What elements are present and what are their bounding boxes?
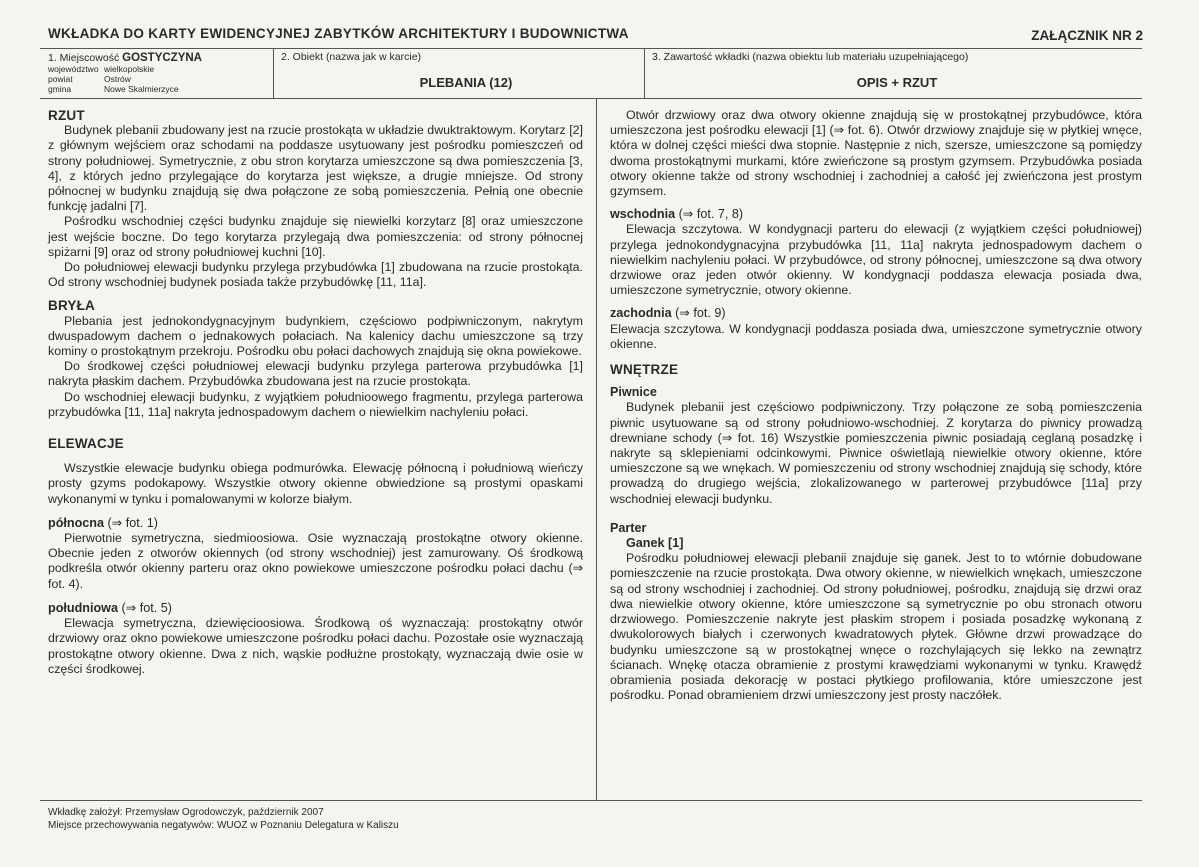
fields-bottom-rule bbox=[40, 98, 1142, 99]
right-column bbox=[610, 108, 1142, 703]
field-content bbox=[652, 52, 1142, 90]
subsection-ganek-title: Ganek [1] bbox=[626, 536, 684, 551]
object-label: 2. Obiekt (nazwa jak w karcie) bbox=[281, 51, 422, 63]
paragraph: Budynek plebanii zbudowany jest na rzucie prostokąta w układzie dwuktraktowym. Korytarz [2] z głównym wejściem oraz schodami na poddasze usytuowany jest pośrodku pomieszczeń od strony południowej. Symetrycznie, z obu stron korytarza umieszczone są dwa pomieszczenia [3, 4], z których jedno przylegające do korytarza jest większe, a drugie mniejsze. Od strony północnej w budynku znajdują się dwa połączone ze sobą pomieszczenia. Pełnią one obecnie funkcję jadalni [7]. bbox=[48, 123, 583, 214]
field-divider-1 bbox=[273, 48, 274, 98]
meta-row: województwo wielkopolskie bbox=[48, 64, 155, 74]
footer-rule bbox=[40, 800, 1142, 801]
section-wnetrze-title: WNĘTRZE bbox=[610, 362, 679, 378]
document-title: WKŁADKA DO KARTY EWIDENCYJNEJ ZABYTKÓW ARCHITEKTURY I BUDOWNICTWA bbox=[48, 26, 629, 41]
paragraph: Plebania jest jednokondygnacyjnym budynkiem, częściowo podpiwniczonym, nakrytym dwuspadowym dachem o jednakowych połaciach. Na kalenicy dachu umieszczone są trzy kominy o prostokątnym przekroju. Pośrodku obu połaci dachowych znajdują się okna powiekowe. bbox=[48, 313, 583, 359]
paragraph: Pierwotnie symetryczna, siedmioosiowa. Osie wyznaczają prostokątne otwory okienne. Obecnie jeden z otworów okiennych (od strony wschodniej) jest zamurowany. Oś środkową podkreśla otwór okienny parteru oraz okno powiekowe umieszczone pośrodku połaci dachu (⇒ fot. 4). bbox=[48, 531, 583, 591]
field-object bbox=[281, 52, 641, 90]
location-place: GOSTYCZYNA bbox=[122, 52, 202, 64]
subsection-piwnice-title: Piwnice bbox=[610, 385, 657, 400]
paragraph: Pośrodku wschodniej części budynku znajduje się niewielki korzytarz [8] oraz umieszczone jest wejście boczne. Do tego korytarza przylegają dwa pomieszczenia: od strony północnej spiżarni [9] oraz od strony południowej kuchni [10]. bbox=[48, 214, 583, 259]
left-column bbox=[48, 108, 583, 677]
field-location bbox=[48, 52, 270, 94]
section-rzut-title: RZUT bbox=[48, 108, 85, 123]
paragraph: Do południowej elewacji budynku przylega przybudówka [1] zbudowana na rzucie prostokąta. Od strony wschodniej budynek posiada także przybudówkę [11, 11a]. bbox=[48, 260, 583, 290]
paragraph: Do wschodniej elewacji budynku, z wyjątkiem południoowego fragmentu, przylega parterowa przybudówka [11, 11a] nakryta jednospadowym dachem o niewielkim nachyleniu połaci. bbox=[48, 389, 583, 419]
subsection-polnocna: północna (⇒ fot. 1) bbox=[48, 515, 158, 530]
paragraph: Elewacja symetryczna, dziewięcioosiowa. Środkową oś wyznaczają: prostokątny otwór drzwiowy oraz okno powiekowe umieszczone pośrodku połaci dachu. Pozostałe osie wyznaczają prostokątne otwory okienne. Dwa z nich, wąskie podłużne prostokąty, wyznaczają dwie osie w części środkowej. bbox=[48, 616, 583, 676]
content-label: 3. Zawartość wkładki (nazwa obiektu lub materiału uzupełniającego) bbox=[652, 51, 969, 63]
field-divider-2 bbox=[644, 48, 645, 98]
location-label: 1. Miejscowość bbox=[48, 52, 120, 64]
paragraph: Do środkowej części południowej elewacji budynku przylega parterowa przybudówka [1] nakryta płaskim dachem. Przybudówka zbudowana jest na rzucie prostokąta. bbox=[48, 359, 583, 389]
section-bryla-title: BRYŁA bbox=[48, 298, 95, 314]
content-value: OPIS + RZUT bbox=[856, 75, 938, 90]
object-value: PLEBANIA (12) bbox=[419, 75, 513, 90]
footer-storage: Miejsce przechowywania negatywów: WUOZ w Poznaniu Delegatura w Kaliszu bbox=[48, 819, 399, 831]
paragraph: Elewacja szczytowa. W kondygnacji poddasza posiada dwa, umieszczone symetrycznie otwory okienne. bbox=[610, 321, 1142, 351]
footer bbox=[48, 807, 399, 832]
subsection-wschodnia: wschodnia (⇒ fot. 7, 8) bbox=[610, 207, 744, 222]
meta-row: powiat Ostrów bbox=[48, 74, 131, 84]
subsection-parter-title: Parter bbox=[610, 520, 647, 535]
section-elewacje-title: ELEWACJE bbox=[48, 436, 124, 452]
paragraph: Wszystkie elewacje budynku obiega podmurówka. Elewację północną i południową wieńczy prosty gzyms podokapowy. Wszystkie otwory okienne obwiedzione są prostymi opaskami wykonanymi w tynku i pomalowanymi w kolorze białym. bbox=[48, 461, 583, 506]
paragraph: Otwór drzwiowy oraz dwa otwory okienne znajdują się w prostokątnej przybudówce, która umieszczona jest pośrodku elewacji [1] (⇒ fot. 6). Otwór drzwiowy znajduje się w płytkiej wnęce, która w dolnej części mieści dwa stopnie. Następnie z nich, szersze, umieszczone są pomiędzy dwoma prostokątnymi murkami, które zwieńczone są prostym gzymsem. Przybudówka posiada otwory okienne także od strony wschodniej i zachodniej a całość jej zwieńczona jest prostym gzymsem. bbox=[610, 108, 1142, 199]
paragraph: Budynek plebanii jest częściowo podpiwniczony. Trzy połączone ze sobą pomieszczenia piwnic usytuowane są od strony południowo-wschodniej. Z korytarza do piwnicy prowadzą drewniane schody (⇒ fot. 16) Wszystkie pomieszczenia piwnic posiadają ceglaną posadzkę i nakryte są sklepieniami odcinkowymi. Piwnice oświetlają niewielkie otwory okienne, które umieszczone są we wnękach. W pomieszczeniu od strony wschodniej znajdują się schody, które prowadzą do drugiego wejścia, zlokalizowanego w parterowej przybudówce [11a] przy wschodniej elewacji budynku. bbox=[610, 400, 1142, 506]
subsection-zachodnia: zachodnia (⇒ fot. 9) bbox=[610, 306, 726, 321]
paragraph: Pośrodku południowej elewacji plebanii znajduje się ganek. Jest to to wtórnie dobudowane pomieszczenie na rzucie prostokąta. Dwa otwory okienne, w niewielkich wnękach, umieszczone są od strony wschodniej i zachodniej. Od strony południowej, pośrodku, znajdują się drzwi oraz dwa niewielkie otwory okienne, które umieszczone są symetrycznie po obu stronach otworu drzwiowego. Pomieszczenie nakryte jest płaskim stropem i posiada posadzkę wykonaną z dwukolorowych białych i czerwonych kwadratowych płytek. Główne drzwi prowadzące do budynku umieszczone są w prostokątnej wnęce o rozchylających się lekko na zewnątrz ścianach. Wnękę otacza obramienie z prostymi krawędziami wykonanymi w tynku. Krawędź obramienia posiada dekorację w postaci płytkiego profilowania, które umieszczone jest pośrodku. Ponad obramieniem drzwi umieszczony jest prosty naczółek. bbox=[610, 551, 1142, 703]
attachment-number: ZAŁĄCZNIK NR 2 bbox=[1031, 28, 1143, 43]
meta-row: gmina Nowe Skalmierzyce bbox=[48, 84, 179, 94]
subsection-poludniowa: południowa (⇒ fot. 5) bbox=[48, 600, 172, 615]
header-rule bbox=[40, 48, 1142, 49]
column-divider bbox=[596, 98, 597, 800]
footer-author: Wkładkę założył: Przemysław Ogrodowczyk, październik 2007 bbox=[48, 807, 324, 818]
paragraph: Elewacja szczytowa. W kondygnacji parteru do elewacji (z wyjątkiem części południowej) przylega jednokondygnacyjna przybudówka [11, 11a] nakryta jednospadowym dachem o niewielkim nachyleniu połaci. W przybudówce, od strony północnej, umieszczone są dwa otwory drzwiowe oraz jeden otwór okienny. W kondygnacji poddasza elewacja posiada dwa, umieszczone symetrycznie, otwory okienne. bbox=[610, 222, 1142, 298]
